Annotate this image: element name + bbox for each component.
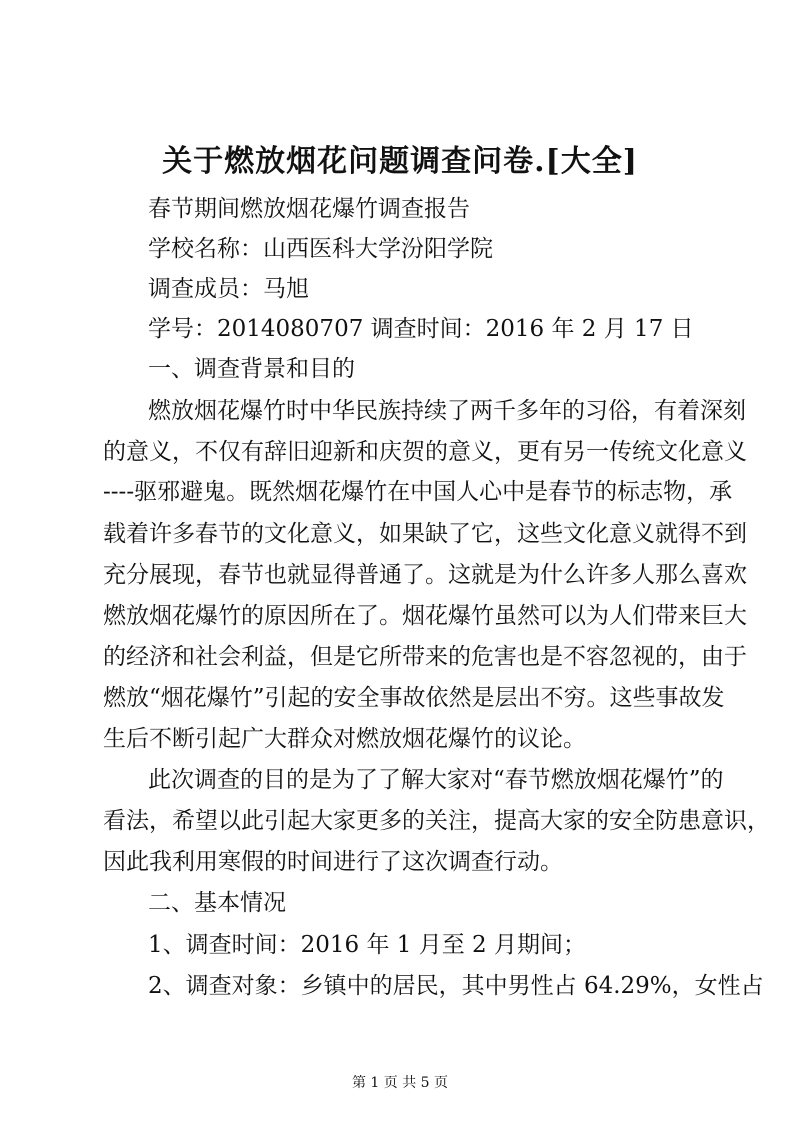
- paragraph-line: 看法，希望以此引起大家更多的关注，提高大家的安全防患意识，: [103, 808, 770, 834]
- survey-time-item: 1、调查时间：2016 年 1 月至 2 月期间；: [148, 932, 586, 958]
- paragraph-line: 燃放烟花爆竹的原因所在了。烟花爆竹虽然可以为人们带来巨大: [103, 603, 747, 629]
- school-name: 学校名称：山西医科大学汾阳学院: [148, 236, 493, 262]
- section-heading-2: 二、基本情况: [148, 890, 286, 916]
- paragraph-line: 生后不断引起广大群众对燃放烟花爆竹的议论。: [103, 726, 586, 752]
- survey-member: 调查成员：马旭: [148, 276, 309, 302]
- report-subtitle: 春节期间燃放烟花爆竹调查报告: [148, 196, 470, 222]
- paragraph-line: ----驱邪避鬼。既然烟花爆竹在中国人心中是春节的标志物，承: [103, 479, 733, 505]
- student-id-and-date: 学号：2014080707 调查时间：2016 年 2 月 17 日: [148, 316, 694, 342]
- paragraph-line: 的意义，不仅有辞旧迎新和庆贺的意义，更有另一传统文化意义: [103, 439, 747, 465]
- paragraph-line: 充分展现，春节也就显得普通了。这就是为什么许多人那么喜欢: [103, 562, 747, 588]
- section-heading-1: 一、调查背景和目的: [148, 356, 355, 382]
- page-footer: 第 1 页 共 5 页: [351, 1075, 449, 1091]
- survey-subject-item: 2、调查对象：乡镇中的居民，其中男性占 64.29%，女性占: [148, 973, 764, 999]
- paragraph-line: 因此我利用寒假的时间进行了这次调查行动。: [103, 849, 563, 875]
- paragraph-line: 此次调查的目的是为了了解大家对“春节燃放烟花爆竹”的: [148, 767, 724, 793]
- document-title: 关于燃放烟花问题调查问卷.[大全]: [162, 144, 638, 179]
- paragraph-line: 的经济和社会利益，但是它所带来的危害也是不容忽视的，由于: [103, 644, 747, 670]
- paragraph-line: 载着许多春节的文化意义，如果缺了它，这些文化意义就得不到: [103, 521, 747, 547]
- paragraph-line: 燃放“烟花爆竹”引起的安全事故依然是层出不穷。这些事故发: [103, 685, 725, 711]
- paragraph-line: 燃放烟花爆竹时中华民族持续了两千多年的习俗，有着深刻: [148, 398, 746, 424]
